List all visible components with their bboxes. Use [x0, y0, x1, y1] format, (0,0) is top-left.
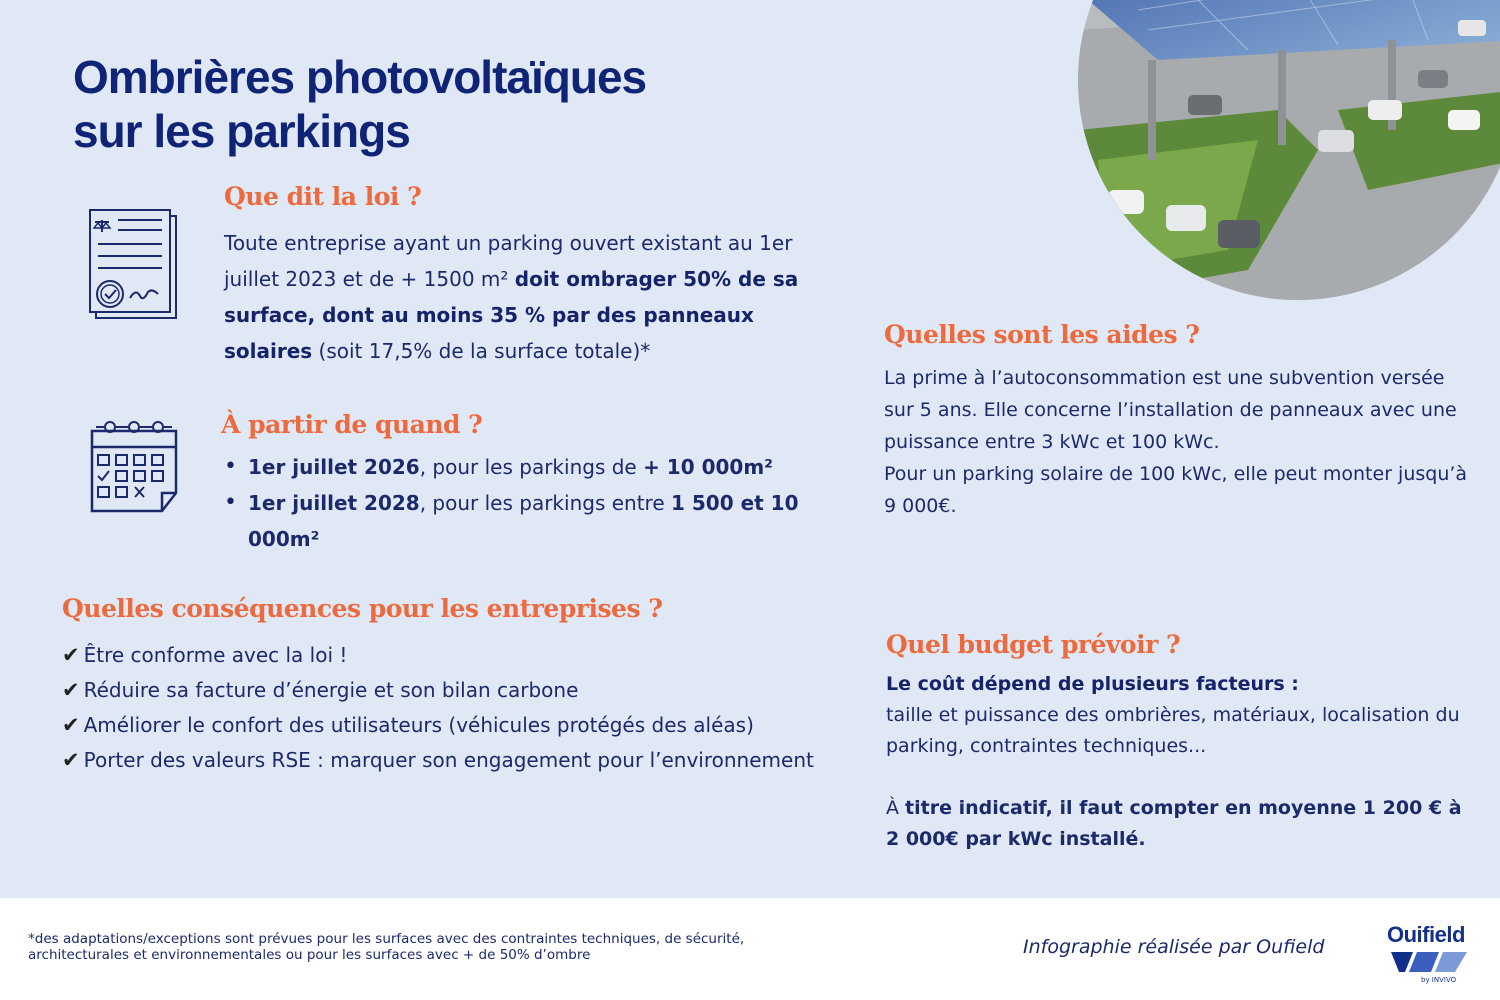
list-item — [222, 485, 822, 557]
budget-bold-1: Le coût dépend de plusieurs facteurs : — [886, 673, 1299, 695]
check-icon: ✔ — [62, 713, 80, 737]
when-date: 1er juillet 2028 — [248, 491, 420, 515]
consequence-text: Réduire sa facture d’énergie et son bilan carbone — [83, 678, 579, 702]
aides-text-1: La prime à l’autoconsommation est une subvention versée sur 5 ans. Elle concerne l’installation de panneaux avec une puissance entre 3 kWc et 100 kWc. — [884, 367, 1457, 453]
legal-document-icon — [88, 208, 180, 322]
budget-bold-2: titre indicatif, il faut compter en moyenne 1 200 € à 2 000€ par kWc installé. — [886, 797, 1462, 850]
logo-text: Ouifield — [1387, 922, 1465, 947]
consequence-text: Être conforme avec la loi ! — [83, 643, 348, 667]
list-item — [62, 638, 842, 673]
budget-text-1: taille et puissance des ombrières, matériaux, localisation du parking, contraintes techniques... — [886, 704, 1460, 757]
when-mid: , pour les parkings entre — [419, 491, 671, 515]
list-item — [62, 743, 842, 778]
law-text-bold: doit ombrager 50% de sa surface, dont au moins 35 % par des panneaux solaires — [224, 267, 799, 363]
ouifield-logo — [1385, 918, 1485, 990]
aides-heading: Quelles sont les aides ? — [884, 320, 1200, 349]
list-item — [62, 673, 842, 708]
list-item — [62, 708, 842, 743]
law-text-1: Toute entreprise ayant un parking ouvert existant au 1er juillet 2023 et de + 1500 m² — [224, 231, 793, 291]
consequence-text: Porter des valeurs RSE : marquer son engagement pour l’environnement — [83, 748, 814, 772]
footnote: *des adaptations/exceptions sont prévues pour les surfaces avec des contraintes techniques, de sécurité, architecturales et environnementales ou pour les surfaces avec + de 50% d’ombre — [28, 931, 745, 963]
when-size: 1 500 et 10 000m² — [248, 491, 799, 551]
aides-paragraph — [884, 362, 1474, 522]
footer — [0, 898, 1500, 1000]
spacer — [886, 762, 1476, 793]
check-icon: ✔ — [62, 643, 80, 667]
when-date: 1er juillet 2026 — [248, 455, 420, 479]
title-line-2: sur les parkings — [73, 105, 410, 157]
law-heading: Que dit la loi ? — [224, 182, 422, 211]
page-title — [73, 50, 646, 158]
when-mid: , pour les parkings de — [419, 455, 644, 479]
consequences-list — [62, 638, 842, 778]
calendar-icon — [90, 417, 180, 517]
law-text-3: (soit 17,5% de la surface totale)* — [312, 339, 651, 363]
when-list — [222, 449, 822, 557]
check-icon: ✔ — [62, 678, 80, 702]
logo-stripes-icon — [1389, 950, 1469, 974]
when-heading: À partir de quand ? — [221, 410, 483, 439]
budget-heading: Quel budget prévoir ? — [886, 630, 1181, 659]
check-icon: ✔ — [62, 748, 80, 772]
budget-paragraph — [886, 669, 1476, 855]
budget-prefix: À — [886, 797, 906, 819]
law-paragraph — [224, 225, 844, 369]
title-line-1: Ombrières photovoltaïques — [73, 51, 647, 103]
consequence-text: Améliorer le confort des utilisateurs (véhicules protégés des aléas) — [83, 713, 754, 737]
consequences-heading: Quelles conséquences pour les entreprises ? — [62, 594, 663, 623]
logo-by: by INVIVO — [1421, 976, 1457, 984]
aides-text-2: Pour un parking solaire de 100 kWc, elle peut monter jusqu’à 9 000€. — [884, 463, 1468, 517]
list-item — [222, 449, 822, 485]
budget-estimate — [886, 793, 1476, 855]
credit-text: Infographie réalisée par Oufield — [1023, 936, 1325, 958]
when-size: + 10 000m² — [643, 455, 773, 479]
solar-parking-photo — [1078, 0, 1500, 300]
